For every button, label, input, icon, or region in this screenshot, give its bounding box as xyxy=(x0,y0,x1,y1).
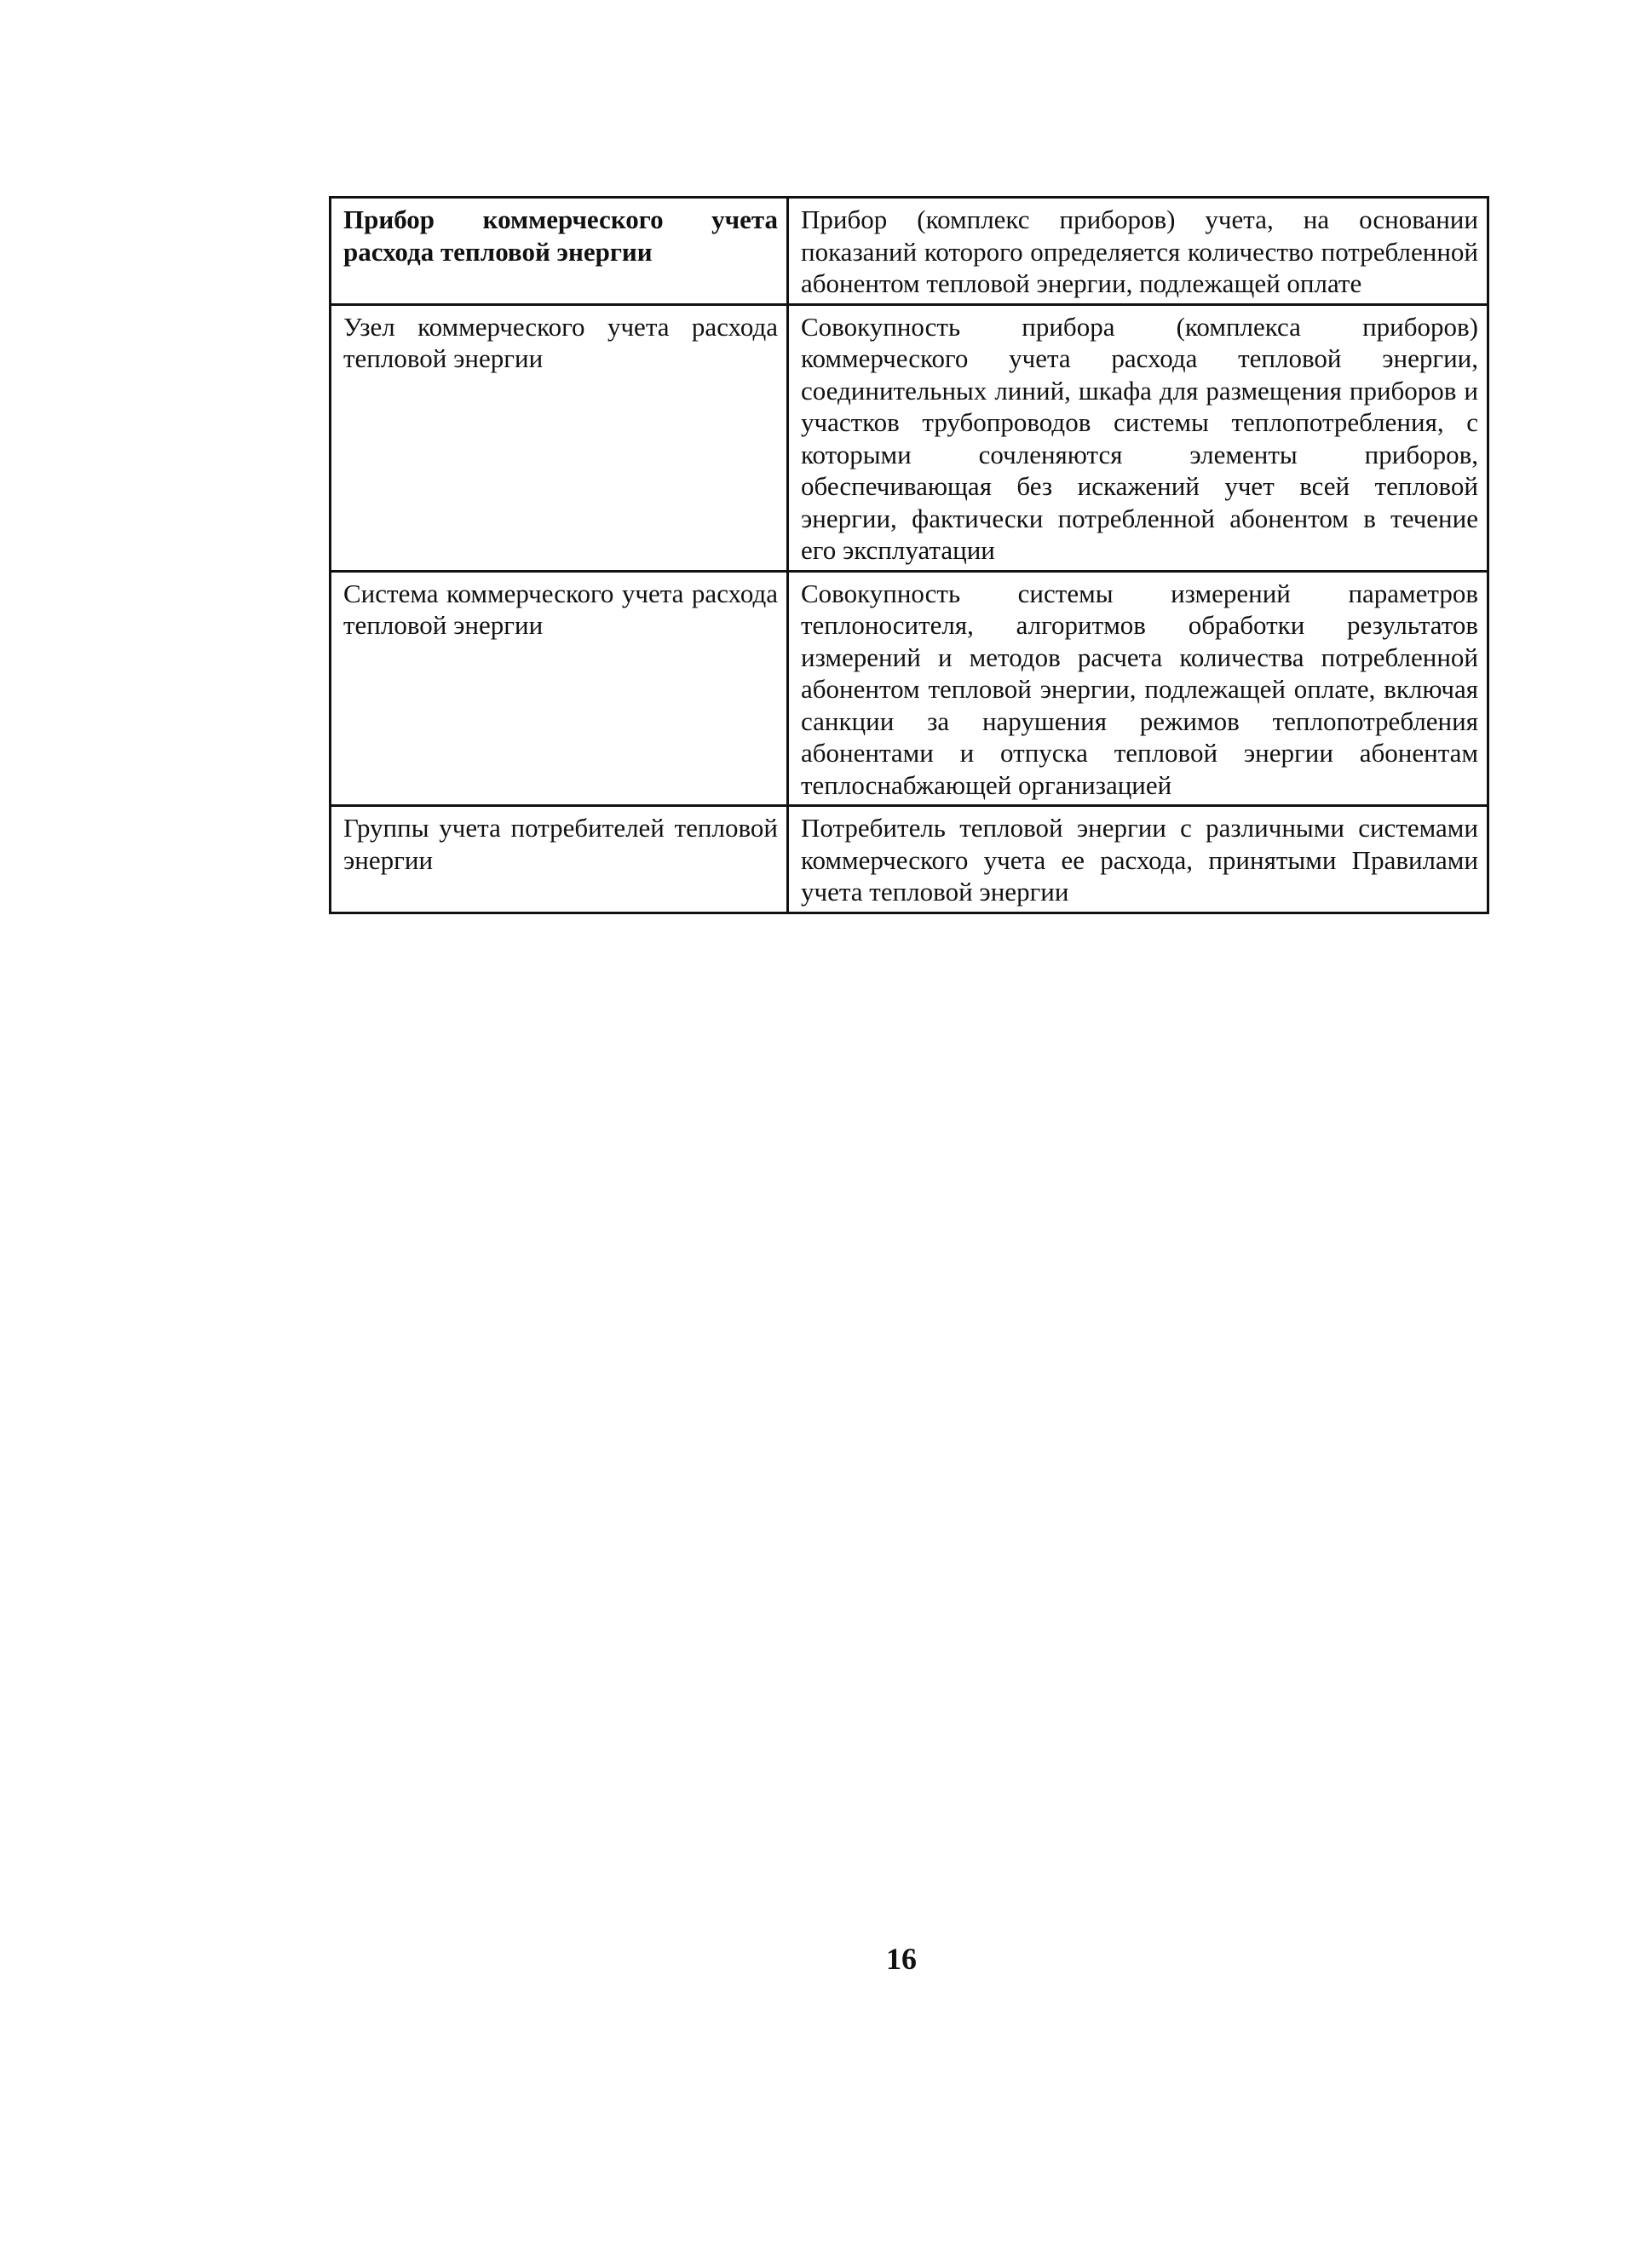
table-row xyxy=(331,198,1488,305)
table-row xyxy=(331,806,1488,913)
table-row xyxy=(331,571,1488,806)
term-cell: Группы учета потребителей тепловой энергии xyxy=(331,806,788,913)
definition-cell: Совокупность прибора (комплекса приборов) коммерческого учета расхода тепловой энергии, соединительных линий, шкафа для размещения приборов и участков трубопроводов системы теплопотребления, с которыми сочленяются элементы приборов, обеспечивающая без искажений учет всей тепловой энергии, фактически потребленной абонентом в течение его эксплуатации xyxy=(788,304,1488,571)
definition-cell: Потребитель тепловой энергии с различными системами коммерческого учета ее расхода, принятыми Правилами учета тепловой энергии xyxy=(788,806,1488,913)
term-cell: Система коммерческого учета расхода тепловой энергии xyxy=(331,571,788,806)
term-cell: Узел коммерческого учета расхода тепловой энергии xyxy=(331,304,788,571)
definition-cell: Прибор (комплекс приборов) учета, на основании показаний которого определяется количество потребленной абонентом тепловой энергии, подлежащей оплате xyxy=(788,198,1488,305)
definition-cell: Совокупность системы измерений параметров теплоносителя, алгоритмов обработки результатов измерений и методов расчета количества потребленной абонентом тепловой энергии, подлежащей оплате, включая санкции за нарушения режимов теплопотребления абонентами и отпуска тепловой энергии абонентам теплоснабжающей организацией xyxy=(788,571,1488,806)
term-cell: Прибор коммерческого учета расхода тепловой энергии xyxy=(331,198,788,305)
terms-table xyxy=(329,196,1489,914)
table-row xyxy=(331,304,1488,571)
page-number: 16 xyxy=(886,1942,917,1976)
